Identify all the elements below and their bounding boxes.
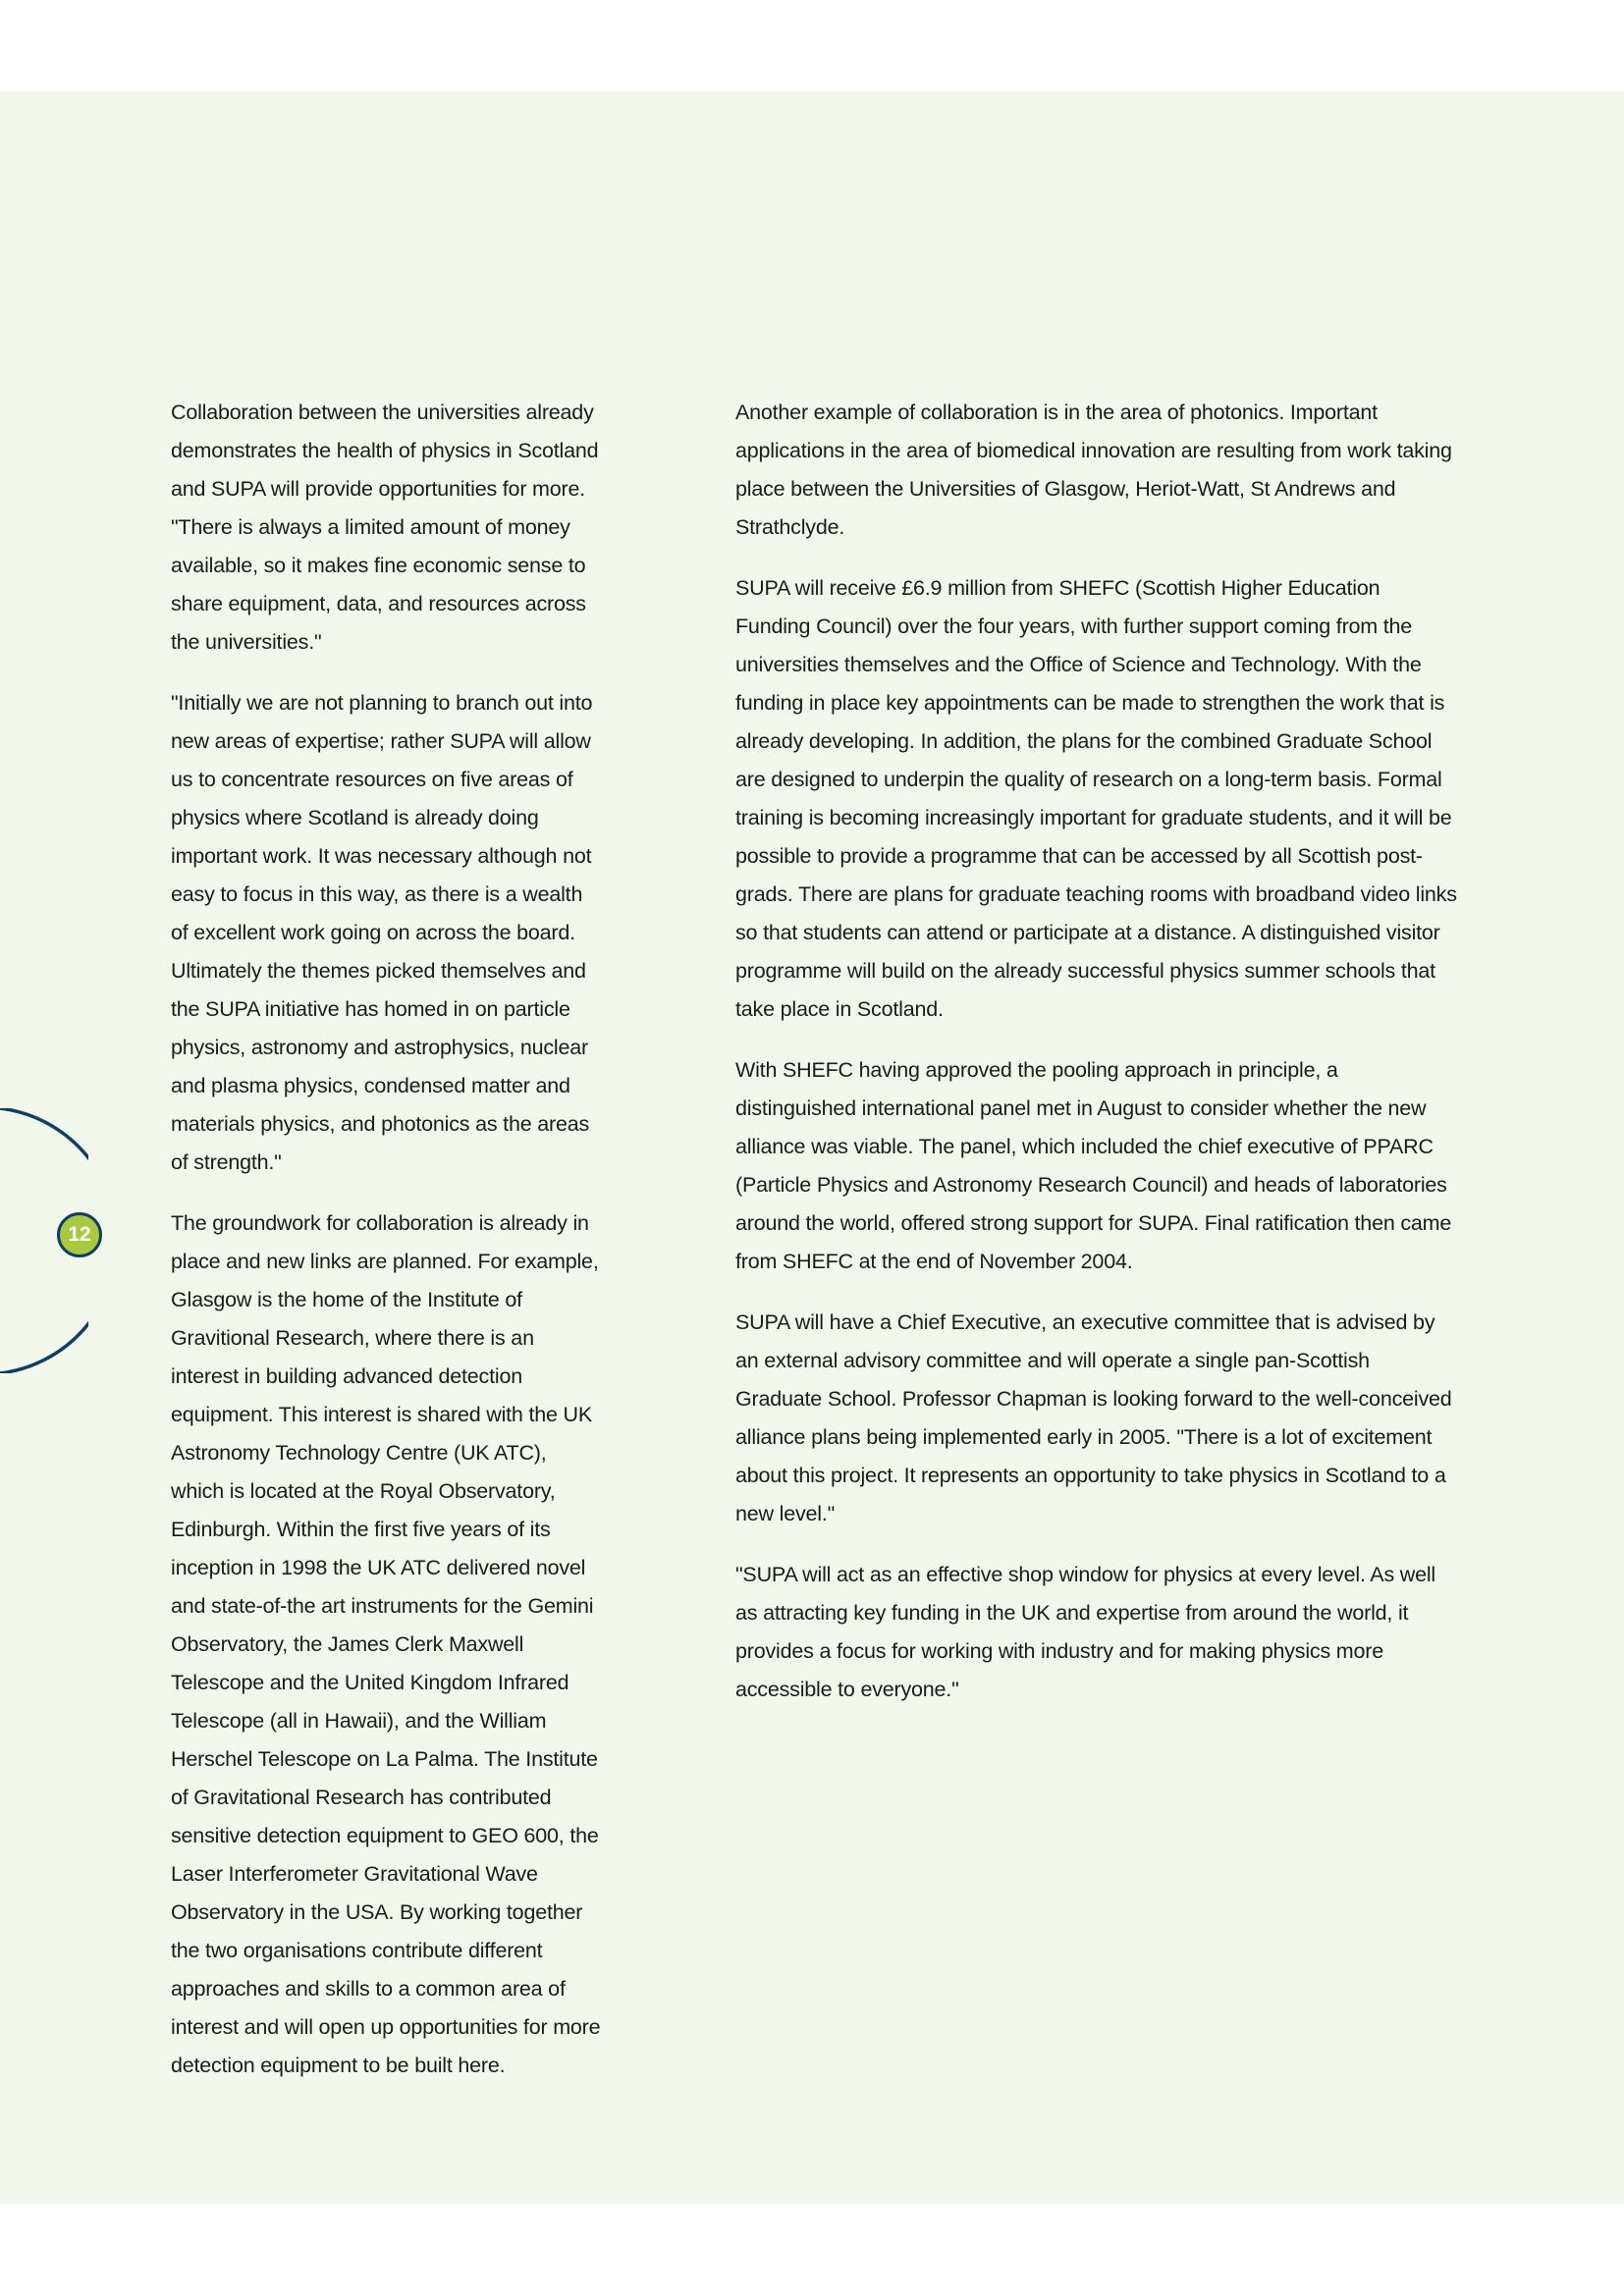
page-number-badge: 12 [57, 1212, 102, 1257]
page-panel [0, 91, 1624, 2204]
paragraph-right-2: SUPA will receive £6.9 million from SHEFC (Scottish Higher Education Funding Council) over the four years, with further support coming from the universities themselves and the Office of Science and Technology. With the funding in place key appointments can be made to strengthen the work that is already developing. In addition, the plans for the combined Graduate School are designed to underpin the quality of research on a long-term basis. Formal training is becoming increasingly important for graduate students, and it will be possible to provide a programme that can be accessed by all Scottish post-grads. There are plans for graduate teaching rooms with broadband video links so that students can attend or participate at a distance. A distinguished visitor programme will build on the already successful physics summer schools that take place in Scotland. [735, 576, 1457, 1021]
paragraph-left-3: The groundwork for collaboration is already in place and new links are planned. For example, Glasgow is the home of the Institute of Gravitional Research, where there is an interest in building advanced detection equipment. This interest is shared with the UK Astronomy Technology Centre (UK ATC), which is located at the Royal Observatory, Edinburgh. Within the first five years of its inception in 1998 the UK ATC delivered novel and state-of-the art instruments for the Gemini Observatory, the James Clerk Maxwell Telescope and the United Kingdom Infrared Telescope (all in Hawaii), and the William Herschel Telescope on La Palma. The Institute of Gravitational Research has contributed sensitive detection equipment to GEO 600, the Laser Interferometer Gravitational Wave Observatory in the USA. By working together the two organisations contribute different approaches and skills to a common area of interest and will open up opportunities for more detection equipment to be built here. [171, 1211, 601, 2077]
right-column [735, 394, 1457, 1732]
left-column [171, 394, 605, 2108]
paragraph-left-1: Collaboration between the universities already demonstrates the health of physics in Scotland and SUPA will provide opportunities for more. "There is always a limited amount of money available, so it makes fine economic sense to share equipment, data, and resources across the universities." [171, 400, 599, 654]
paragraph-right-3: With SHEFC having approved the pooling approach in principle, a distinguished international panel met in August to consider whether the new alliance was viable. The panel, which included the chief executive of PPARC (Particle Physics and Astronomy Research Council) and heads of laboratories around the world, offered strong support for SUPA. Final ratification then came from SHEFC at the end of November 2004. [735, 1058, 1452, 1273]
paragraph-right-1: Another example of collaboration is in the area of photonics. Important applications in the area of biomedical innovation are resulting from work taking place between the Universities of Glasgow, Heriot-Watt, St Andrews and Strathclyde. [735, 400, 1452, 539]
paragraph-left-2: "Initially we are not planning to branch out into new areas of expertise; rather SUPA will allow us to concentrate resources on five areas of physics where Scotland is already doing important work. It was necessary although not easy to focus in this way, as there is a wealth of excellent work going on across the board. Ultimately the themes picked themselves and the SUPA initiative has homed in on particle physics, astronomy and astrophysics, nuclear and plasma physics, condensed matter and materials physics, and photonics as the areas of strength." [171, 691, 593, 1174]
paragraph-right-4: SUPA will have a Chief Executive, an executive committee that is advised by an external advisory committee and will operate a single pan-Scottish Graduate School. Professor Chapman is looking forward to the well-conceived alliance plans being implemented early in 2005. "There is a lot of excitement about this project. It represents an opportunity to take physics in Scotland to a new level." [735, 1310, 1452, 1525]
paragraph-right-5: "SUPA will act as an effective shop window for physics at every level. As well as attracting key funding in the UK and expertise from around the world, it provides a focus for working with industry and for making physics more accessible to everyone." [735, 1563, 1436, 1701]
